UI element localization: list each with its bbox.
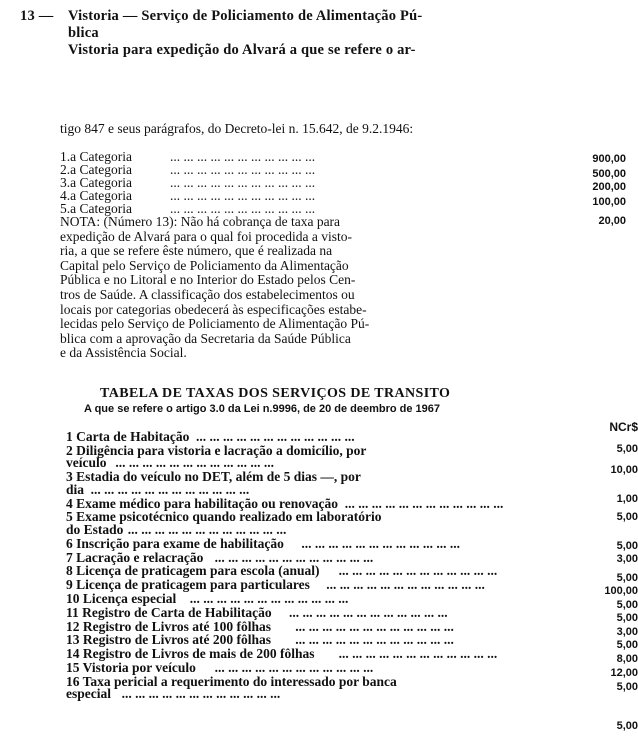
fee-row-label: 3 Estadia do veículo no DET, além de 5 dias —, por xyxy=(66,469,361,485)
fee-row-value: 5,00 xyxy=(616,572,638,584)
leader-dots: ... ... ... ... ... ... ... ... ... ... ... xyxy=(170,201,316,216)
leader-dots: ... ... ... ... ... ... ... ... ... ... ... ... xyxy=(289,605,448,619)
fee-row-label: 8 Licença de praticagem para escola (anual) xyxy=(66,563,320,579)
category-label: 1.a Categoria xyxy=(60,149,132,164)
fee-row-label: 6 Inscrição para exame de habilitação xyxy=(66,535,284,551)
nota-line: tros de Saúde. A classificação dos estabelecimentos ou xyxy=(60,287,355,302)
fee-row-value: 5,00 xyxy=(616,540,638,552)
fee-row-value: 8,00 xyxy=(616,653,638,665)
fee-row-label: 14 Registro de Livros de mais de 200 fôlhas xyxy=(66,646,315,662)
fee-row-label-cont: dia xyxy=(66,481,85,497)
leader-dots: ... ... ... ... ... ... ... ... ... ... ... ... xyxy=(196,430,355,443)
leader-dots: ... ... ... ... ... ... ... ... ... ... ... ... xyxy=(127,523,287,536)
leader-dots: ... ... ... ... ... ... ... ... ... ... ... ... xyxy=(344,496,504,510)
nota-line: ria, a que se refere êste número, que é realizada na xyxy=(60,243,333,259)
leader-dots: ... ... ... ... ... ... ... ... ... ... ... ... xyxy=(214,550,374,564)
leader-dots: ... ... ... ... ... ... ... ... ... ... ... ... xyxy=(338,647,498,661)
leader-dots: ... ... ... ... ... ... ... ... ... ... ... xyxy=(170,162,316,177)
category-label: 4.a Categoria xyxy=(60,188,132,203)
fee-row-label: 7 Lacração e relacração xyxy=(66,549,204,565)
category-label: 3.a Categoria xyxy=(60,175,132,190)
category-value: 200,00 xyxy=(592,181,626,193)
section-title-line2: blica xyxy=(68,25,99,41)
fee-row-label: 15 Vistoria por veículo xyxy=(66,660,196,675)
table-subtitle: A que se refere o artigo 3.0 da Lei n.9996, de 20 de deembro de 1967 xyxy=(84,403,441,415)
fee-row-label: 1 Carta de Habitação xyxy=(66,429,190,444)
fee-row-label-cont: do Estado xyxy=(66,522,124,537)
fee-row-value: 10,00 xyxy=(610,464,638,476)
nota-line: NOTA: (Número 13): Não há cobrança de taxa para xyxy=(60,214,341,229)
nota-line: Capital pelo Serviço de Policiamento da Alimentação xyxy=(60,257,349,273)
fee-row-label: 9 Licença de praticagem para particulares xyxy=(66,577,310,593)
category-label: 5.a Categoria xyxy=(60,201,132,216)
currency-header: NCr$ xyxy=(609,420,638,434)
fee-row-value: 5,00 xyxy=(616,599,638,611)
category-value: 20,00 xyxy=(598,215,626,227)
leader-dots: ... ... ... ... ... ... ... ... ... ... ... ... xyxy=(115,456,275,470)
category-label: 2.a Categoria xyxy=(60,162,132,177)
fee-row-value: 5,00 xyxy=(616,511,638,523)
section-line3: Vistoria para expedição do Alvará a que se refere o ar- xyxy=(68,42,416,58)
fee-row-label: 2 Diligência para vistoria e lacração a domicílio, por xyxy=(66,442,367,458)
category-value: 900,00 xyxy=(592,153,626,165)
fee-row-label-cont: veículo xyxy=(66,455,107,471)
nota-line: expedição de Alvará para o qual foi procedida a visto- xyxy=(60,228,353,244)
nota-line: e da Assistência Social. xyxy=(60,345,187,361)
fee-row-value: 5,00 xyxy=(616,612,638,624)
nota-line: lecidas pelo Serviço de Policiamento de Alimentação Pú- xyxy=(60,316,370,332)
section-number: 13 — xyxy=(20,8,54,24)
fee-row-value: 5,00 xyxy=(616,720,638,732)
fee-row-value: 3,00 xyxy=(616,553,638,565)
leader-dots: ... ... ... ... ... ... ... ... ... ... ... ... xyxy=(295,619,454,633)
fee-row-label: 4 Exame médico para habilitação ou renovação xyxy=(66,495,338,511)
leader-dots: ... ... ... ... ... ... ... ... ... ... ... ... xyxy=(121,687,281,701)
leader-dots: ... ... ... ... ... ... ... ... ... ... ... xyxy=(170,149,316,164)
fee-row-value: 12,00 xyxy=(610,667,638,679)
continuation-text: tigo 847 e seus parágrafos, do Decreto-lei n. 15.642, de 9.2.1946: xyxy=(60,121,414,136)
fee-row-label-cont: especial xyxy=(66,686,111,702)
leader-dots: ... ... ... ... ... ... ... ... ... ... ... ... xyxy=(301,536,461,550)
section-title-line1: Vistoria — Serviço de Policiamento de Alimentação Pú- xyxy=(68,8,423,24)
fee-row-label: 10 Licença especial xyxy=(66,591,177,606)
leader-dots: ... ... ... ... ... ... ... ... ... ... ... xyxy=(170,188,316,203)
fee-row-label: 11 Registro de Carta de Habilitação xyxy=(66,604,272,620)
fee-row-value: 1,00 xyxy=(616,493,638,505)
leader-dots: ... ... ... ... ... ... ... ... ... ... ... ... xyxy=(214,661,374,674)
fee-row-label: 16 Taxa pericial a requerimento do interessado por banca xyxy=(66,673,397,689)
leader-dots: ... ... ... ... ... ... ... ... ... ... ... ... xyxy=(90,482,250,496)
fee-row-label: 12 Registro de Livros até 100 fôlhas xyxy=(66,618,271,634)
nota-line: locais por categorias obedecerá às especificações estabe- xyxy=(60,301,367,317)
fee-row-label: 5 Exame psicotécnico quando realizado em laboratório xyxy=(66,509,382,525)
leader-dots: ... ... ... ... ... ... ... ... ... ... ... ... xyxy=(189,592,349,605)
fee-row-value: 100,00 xyxy=(604,585,638,597)
fee-row-label: 13 Registro de Livros até 200 fôlhas xyxy=(66,632,271,648)
fee-row-value: 5,00 xyxy=(616,443,638,455)
category-value: 500,00 xyxy=(592,168,626,180)
fee-row-value: 5,00 xyxy=(616,639,638,651)
leader-dots: ... ... ... ... ... ... ... ... ... ... ... ... xyxy=(295,633,454,647)
fee-row-value: 5,00 xyxy=(616,681,638,693)
table-title: TABELA DE TAXAS DOS SERVIÇOS DE TRANSITO xyxy=(100,386,451,401)
nota-line: Pública e no Litoral e no Interior do Estado pelos Cen- xyxy=(60,272,356,288)
leader-dots: ... ... ... ... ... ... ... ... ... ... ... ... xyxy=(326,578,485,592)
leader-dots: ... ... ... ... ... ... ... ... ... ... ... ... xyxy=(338,564,498,578)
leader-dots: ... ... ... ... ... ... ... ... ... ... ... xyxy=(170,175,316,190)
nota-line: blica com a aprovação da Secretaria da Saúde Pública xyxy=(60,330,351,346)
category-value: 100,00 xyxy=(592,196,626,208)
fee-row-value: 3,00 xyxy=(616,626,638,638)
